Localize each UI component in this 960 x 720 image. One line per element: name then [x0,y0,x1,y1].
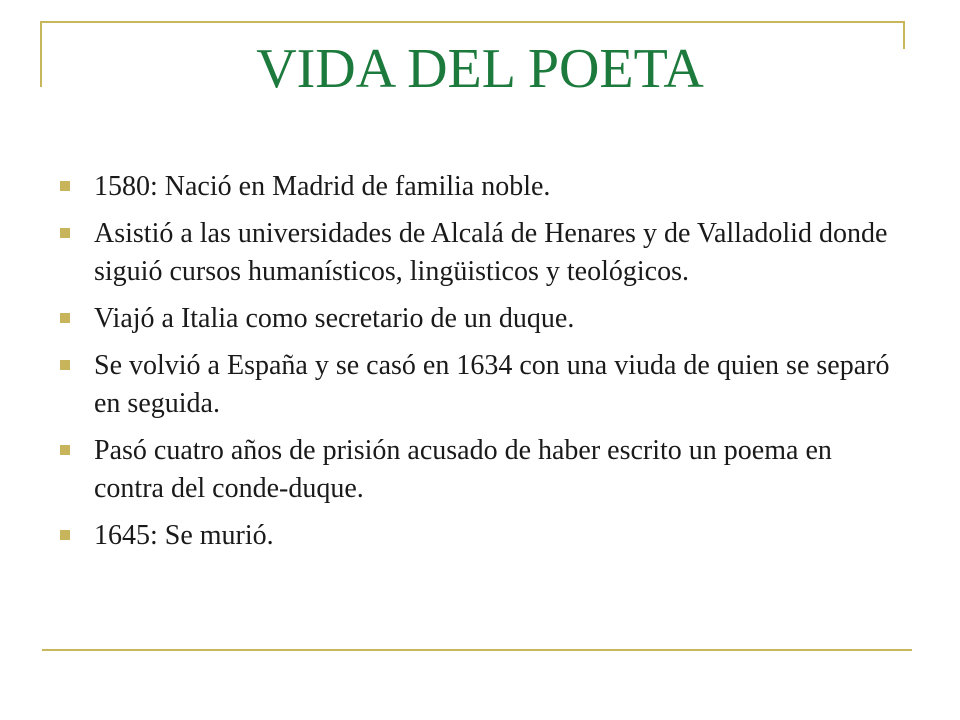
bullet-item-1 [60,168,905,206]
frame-top-line [40,21,905,23]
bullet-text: Asistió a las universidades de Alcalá de Henares y de Valladolid donde siguió cursos humanísticos, lingüisticos y teológicos. [94,218,888,287]
bullet-list [60,168,905,564]
bullet-item-4 [60,347,905,423]
square-bullet-icon [60,445,70,455]
bullet-item-5 [60,432,905,508]
bullet-text: 1645: Se murió. [94,520,274,551]
bullet-text: Pasó cuatro años de prisión acusado de haber escrito un poema en contra del conde-duque. [94,435,832,504]
bullet-item-2 [60,215,905,291]
bullet-item-6 [60,517,905,555]
frame-bottom-line [42,649,912,651]
bullet-text: 1580: Nació en Madrid de familia noble. [94,171,551,202]
slide-title: VIDA DEL POETA [256,38,704,100]
bullet-text: Se volvió a España y se casó en 1634 con una viuda de quien se separó en seguida. [94,350,890,419]
square-bullet-icon [60,530,70,540]
bullet-item-3 [60,300,905,338]
square-bullet-icon [60,228,70,238]
square-bullet-icon [60,313,70,323]
bullet-text: Viajó a Italia como secretario de un duque. [94,303,575,334]
square-bullet-icon [60,181,70,191]
square-bullet-icon [60,360,70,370]
